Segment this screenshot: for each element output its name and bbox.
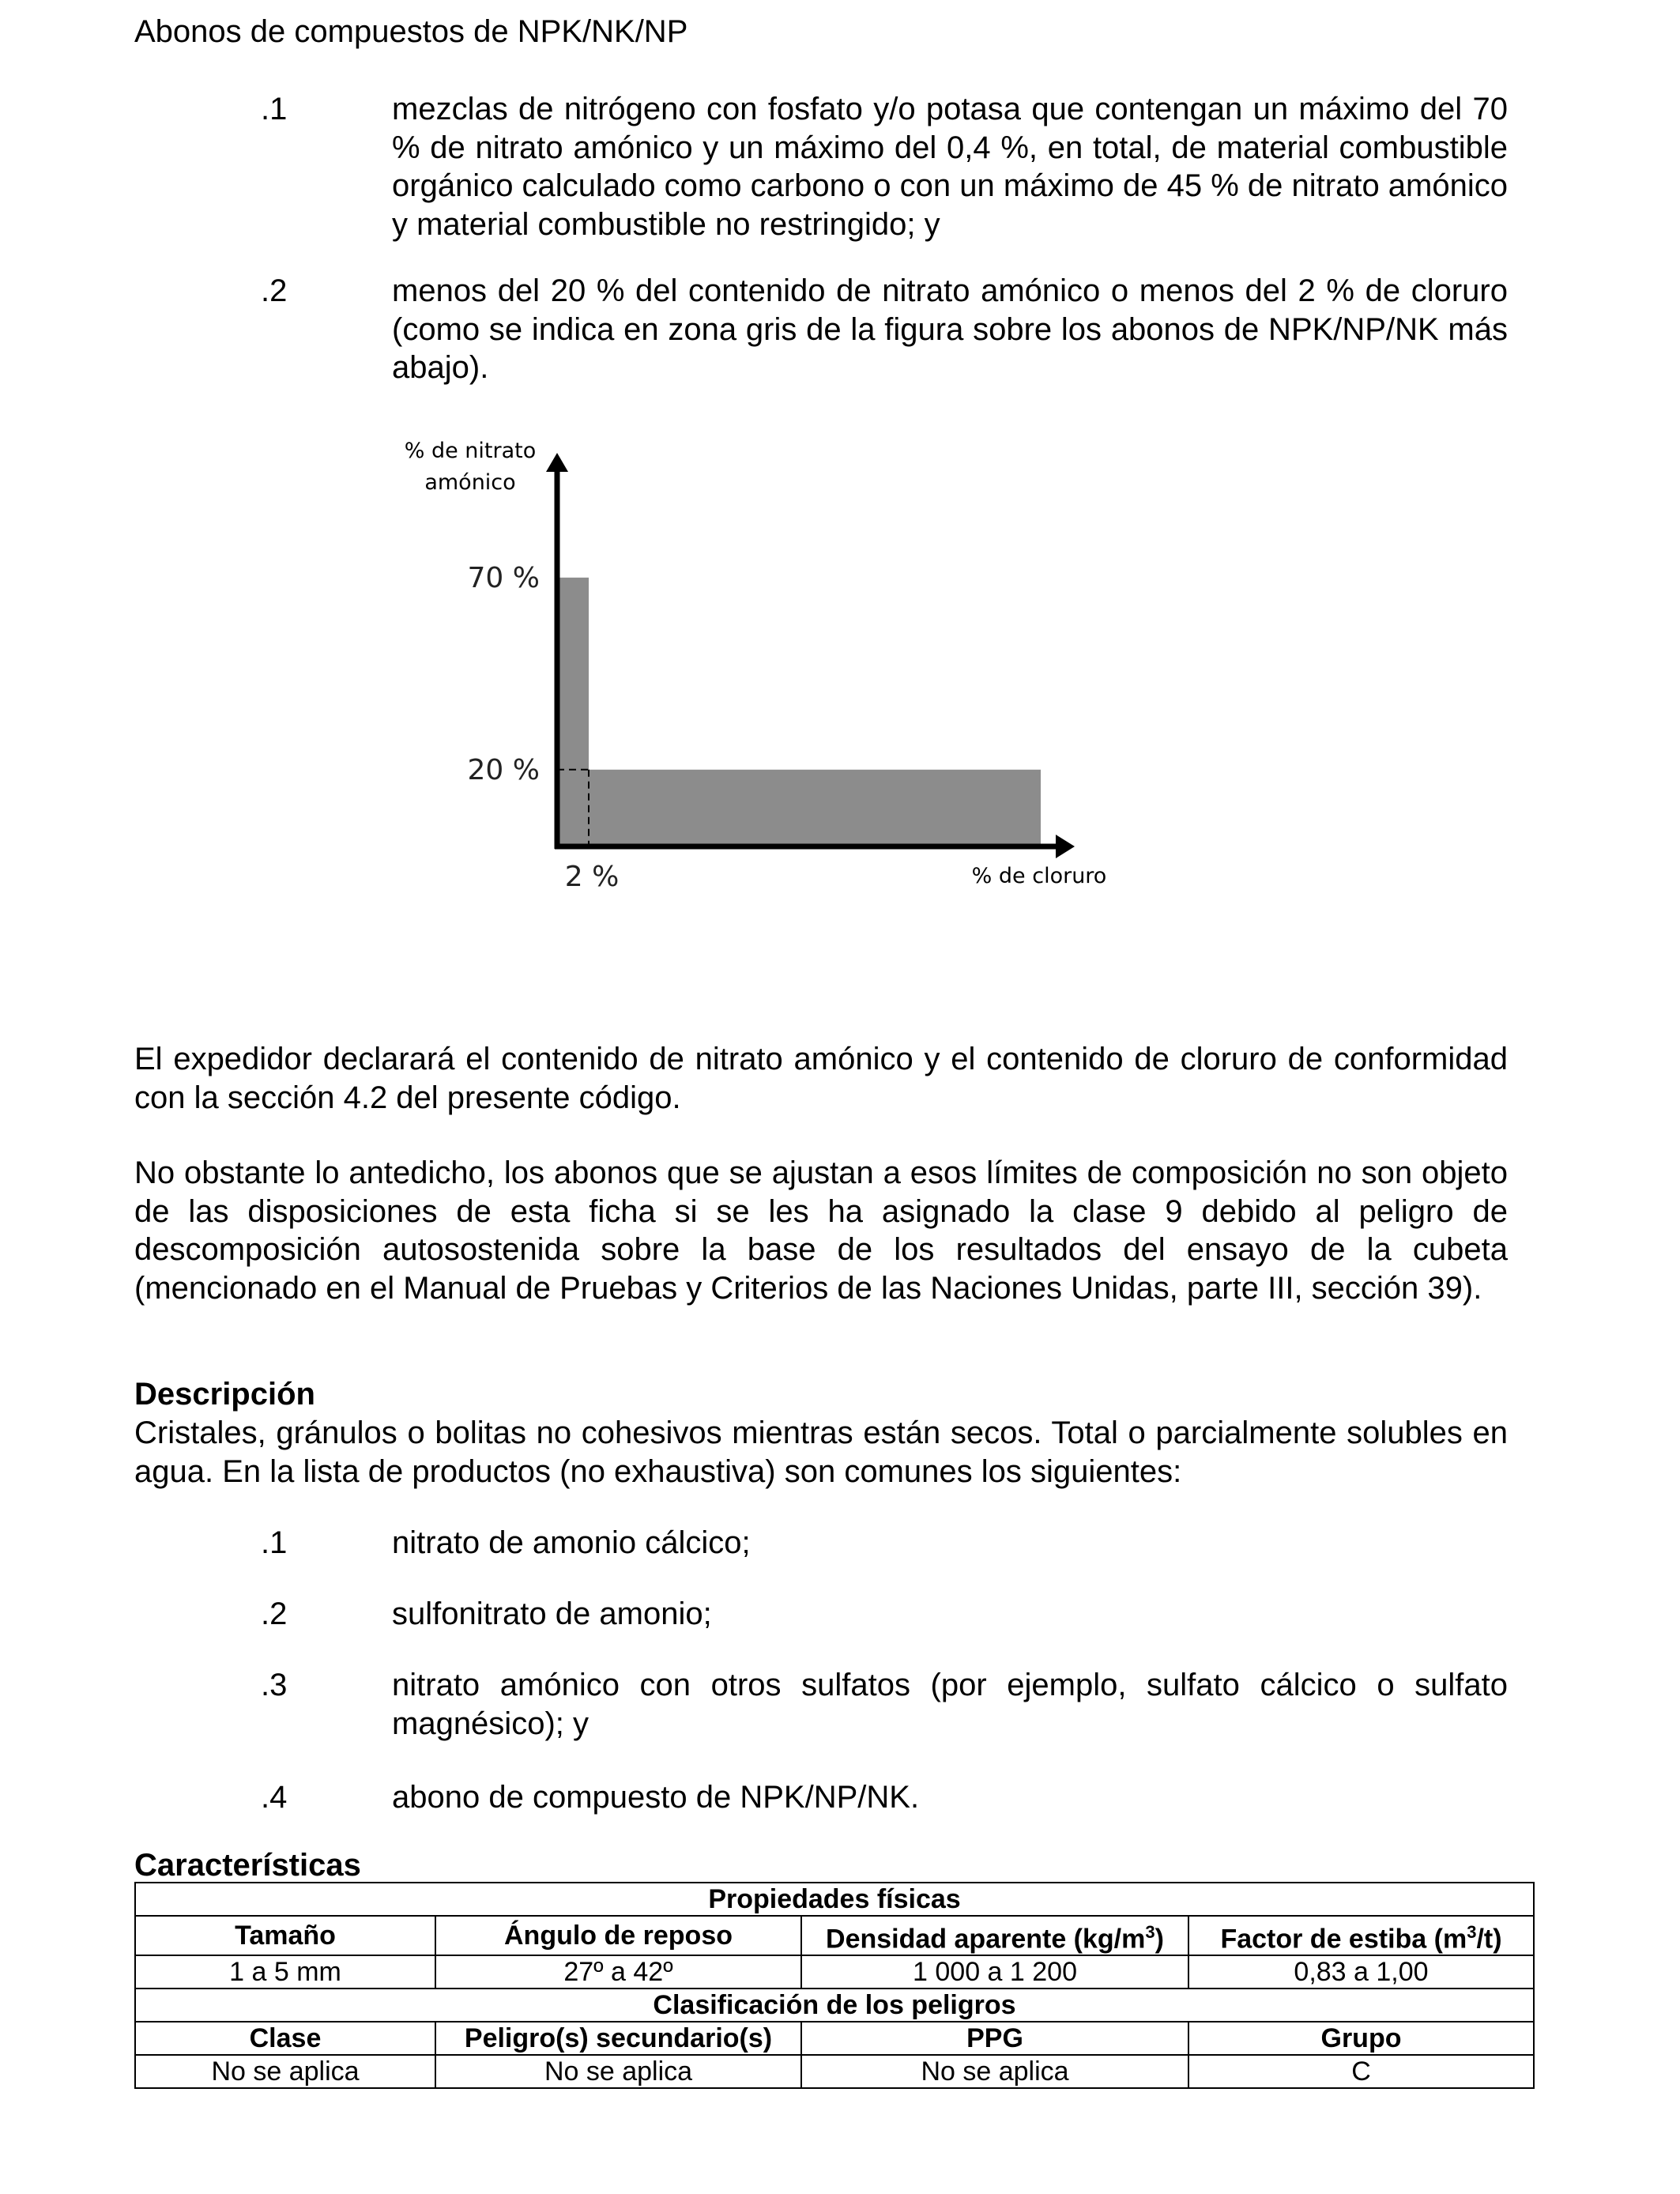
y-tick-20: 20 % <box>467 753 540 786</box>
header-grupo: Grupo <box>1188 2022 1534 2055</box>
table-row <box>135 2055 1534 2088</box>
caracteristicas-heading: Características <box>134 1848 361 1883</box>
x-tick-2: 2 % <box>564 861 620 893</box>
header-tamano: Tamaño <box>135 1916 435 1955</box>
list2-number-2: .2 <box>261 1596 288 1631</box>
list1-item-1: mezclas de nitrógeno con fosfato y/o potasa que contengan un máximo del 70 % de nitrato amónico y un máximo del 0,4 %, en total, de material combustible orgánico calculado como carbono o con un máximo de 45 % de nitrato amónico y material combustible no restringido; y <box>392 92 1508 242</box>
properties-table <box>134 1882 1535 2089</box>
list1-number-1: .1 <box>261 92 288 126</box>
list2-item-2: sulfonitrato de amonio; <box>392 1596 712 1631</box>
table-row <box>135 1989 1534 2022</box>
header-clase: Clase <box>135 2022 435 2055</box>
list1-number-2: .2 <box>261 273 288 308</box>
list2-number-4: .4 <box>261 1780 288 1815</box>
table-row <box>135 2022 1534 2055</box>
value-ppg: No se aplica <box>801 2055 1188 2088</box>
descripcion-heading: Descripción <box>134 1377 315 1412</box>
table-row <box>135 1883 1534 1916</box>
page-heading: Abonos de compuestos de NPK/NK/NP <box>134 14 688 49</box>
list2-item-1: nitrato de amonio cálcico; <box>392 1525 751 1560</box>
header-ppg: PPG <box>801 2022 1188 2055</box>
value-grupo: C <box>1188 2055 1534 2088</box>
header-densidad-exponent: 3 <box>1145 1922 1155 1942</box>
header-factor-exponent: 3 <box>1467 1922 1477 1942</box>
y-axis-label-line2: amónico <box>424 470 516 495</box>
y-axis-arrow <box>546 453 568 472</box>
header-peligros-secundarios: Peligro(s) secundario(s) <box>435 2022 801 2055</box>
list2-item-4: abono de compuesto de NPK/NP/NK. <box>392 1780 920 1815</box>
y-tick-70: 70 % <box>467 561 540 594</box>
list2-number-3: .3 <box>261 1668 288 1702</box>
table-row <box>135 1916 1534 1955</box>
region-low-nitrate <box>557 770 1041 846</box>
header-angulo: Ángulo de reposo <box>435 1916 801 1955</box>
composition-chart <box>387 431 1162 921</box>
physical-properties-title: Propiedades físicas <box>135 1883 1534 1916</box>
paragraph-declaration: El expedidor declarará el contenido de nitrato amónico y el contenido de cloruro de conformidad con la sección 4.2 del presente código. <box>134 1042 1508 1115</box>
list2-number-1: .1 <box>261 1525 288 1560</box>
header-densidad-text: Densidad aparente (kg/m <box>826 1924 1146 1955</box>
value-clase: No se aplica <box>135 2055 435 2088</box>
value-factor-estiba: 0,83 a 1,00 <box>1188 1955 1534 1989</box>
value-tamano: 1 a 5 mm <box>135 1955 435 1989</box>
descripcion-text: Cristales, gránulos o bolitas no cohesivos mientras están secos. Total o parcialmente solubles en agua. En la lista de productos (no exhaustiva) son comunes los siguientes: <box>134 1416 1508 1489</box>
paragraph-exemption: No obstante lo antedicho, los abonos que se ajustan a esos límites de composición no son objeto de las disposiciones de esta ficha si se les ha asignado la clase 9 debido al peligro de descomposición autosostenida sobre la base de los resultados del ensayo de la cubeta (mencionado en el Manual de Pruebas y Criterios de las Naciones Unidas, parte III, sección 39). <box>134 1155 1508 1306</box>
list2-item-3: nitrato amónico con otros sulfatos (por ejemplo, sulfato cálcico o sulfato magnésico); y <box>392 1668 1508 1741</box>
list1-item-2: menos del 20 % del contenido de nitrato amónico o menos del 2 % de cloruro (como se indica en zona gris de la figura sobre los abonos de NPK/NP/NK más abajo). <box>392 273 1508 385</box>
x-axis-label: % de cloruro <box>971 864 1107 888</box>
x-axis-arrow <box>1056 835 1075 858</box>
y-axis-label-line1: % de nitrato <box>404 439 537 463</box>
header-densidad <box>801 1916 1188 1955</box>
header-factor-text: Factor de estiba (m <box>1220 1924 1467 1955</box>
value-peligros-secundarios: No se aplica <box>435 2055 801 2088</box>
value-angulo: 27º a 42º <box>435 1955 801 1989</box>
hazards-title: Clasificación de los peligros <box>135 1989 1534 2022</box>
header-factor-close: /t) <box>1476 1924 1502 1955</box>
header-factor-estiba <box>1188 1916 1534 1955</box>
table-row <box>135 1955 1534 1989</box>
value-densidad: 1 000 a 1 200 <box>801 1955 1188 1989</box>
header-densidad-close: ) <box>1155 1924 1164 1955</box>
